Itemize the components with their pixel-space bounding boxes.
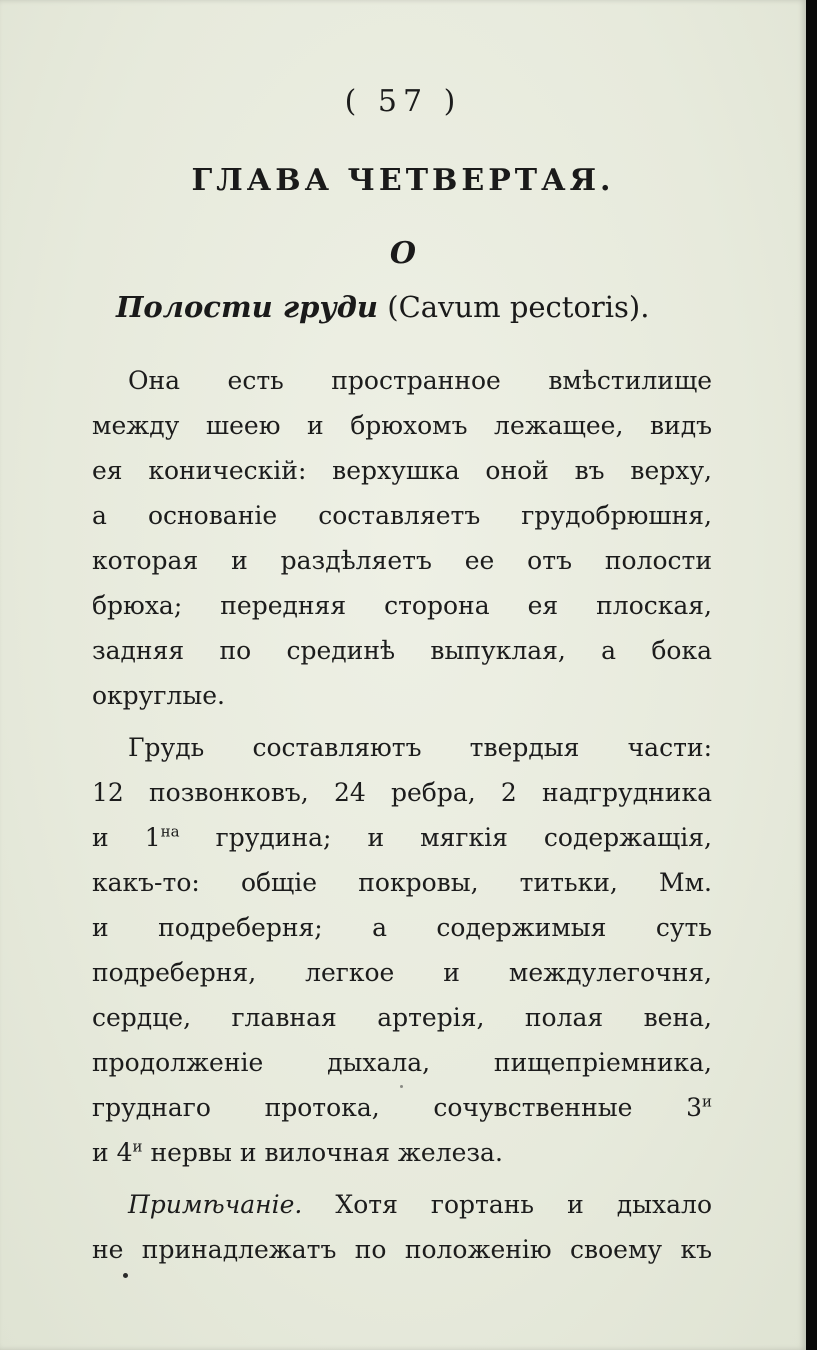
text-line: брюха; передняя сторона ея плоская, bbox=[92, 591, 712, 620]
text-line: Примѣчаніе. Хотя гортань и дыхало bbox=[128, 1190, 712, 1219]
text-line: между шеею и брюхомъ лежащее, видъ bbox=[92, 411, 712, 440]
text-line: 12 позвонковъ, 24 ребра, 2 надгрудника bbox=[92, 778, 712, 807]
text-line: и подреберня; а содержимыя суть bbox=[92, 913, 712, 942]
text-line: сердце, главная артерія, полая вена, bbox=[92, 1003, 712, 1032]
text-line: Она есть пространное вмѣстилище bbox=[128, 366, 712, 395]
text-line: продолженіе дыхала, пищепріемника, bbox=[92, 1048, 712, 1077]
subject-latin: (Cavum pectoris). bbox=[387, 290, 650, 324]
text-line: а основаніе составляетъ грудобрюшня, bbox=[92, 501, 712, 530]
text-line: какъ-то: общіе покровы, титьки, Мм. bbox=[92, 868, 712, 897]
text-line: и $4^и$ нервы и вилочная железа. bbox=[92, 1137, 503, 1167]
section-subject bbox=[116, 290, 716, 324]
ink-speck bbox=[400, 1085, 403, 1088]
page-edge-shadow bbox=[806, 0, 817, 1350]
text-line: которая и раздѣляетъ ее отъ полости bbox=[92, 546, 712, 575]
chapter-title: ГЛАВА ЧЕТВЕРТАЯ. bbox=[191, 163, 615, 198]
text-line: и $1^{на}$ грудина; и мягкія содержащія, bbox=[92, 822, 713, 852]
section-preposition: О bbox=[389, 236, 417, 271]
text-line: подреберня, легкое и междулегочня, bbox=[92, 958, 712, 987]
text-line: груднаго протока, сочувственные $3^и$ bbox=[92, 1092, 712, 1122]
text-line: округлые. bbox=[92, 681, 226, 710]
text-line: Грудь составляютъ твердыя части: bbox=[128, 733, 712, 762]
text-line: не принадлежатъ по положенію своему къ bbox=[92, 1235, 712, 1264]
text-line: ея коническій: верхушка оной въ верху, bbox=[92, 456, 712, 485]
page-number: ( 57 ) bbox=[344, 84, 462, 119]
text-line: задняя по срединѣ выпуклая, а бока bbox=[92, 636, 712, 665]
subject-russian: Полости груди bbox=[116, 290, 379, 324]
ink-speck bbox=[123, 1273, 128, 1278]
